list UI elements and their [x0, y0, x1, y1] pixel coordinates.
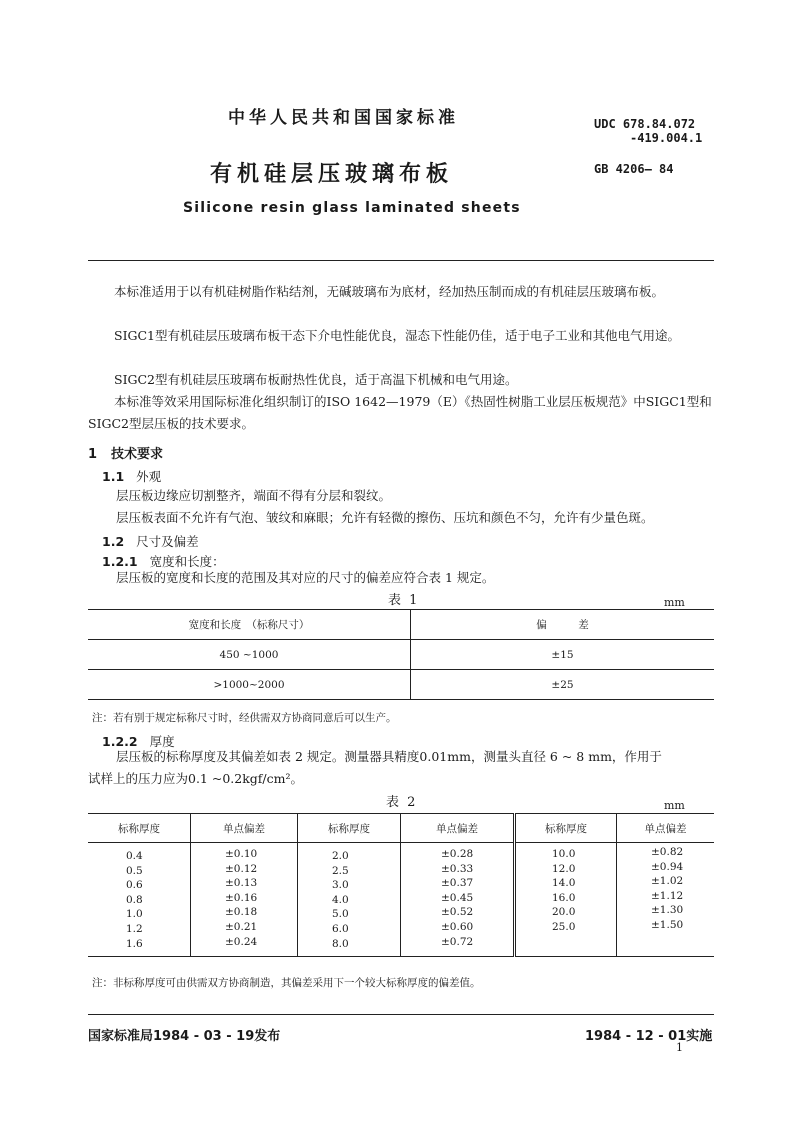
section-1-2-2-number: 1.2.2 [102, 734, 138, 749]
table-2-cell: ±1.30 [651, 904, 684, 917]
table-2-cell: ±0.16 [225, 891, 258, 904]
table-row [88, 670, 714, 700]
udc-code-line2: -419.004.1 [630, 131, 703, 145]
table-2-cell: ±0.94 [651, 860, 684, 873]
table-2-cell: 1.6 [126, 937, 143, 950]
table-2-cell: 5.0 [332, 908, 349, 921]
table-2-cell: 8.0 [332, 937, 349, 950]
document-title-cn: 有机硅层压玻璃布板 [210, 162, 454, 187]
section-1-2-number: 1.2 [102, 534, 125, 549]
table-2-cell: ±0.37 [441, 877, 474, 890]
section-1-1-title: 外观 [136, 469, 162, 484]
table-2 [88, 813, 714, 957]
table-2-cell: ±0.28 [441, 848, 474, 860]
table-2-cell: 0.8 [126, 893, 143, 906]
table-2-cell: 14.0 [552, 877, 576, 890]
table-2-cell: 0.5 [126, 864, 143, 877]
document-title-en: Silicone resin glass laminated sheets [183, 200, 521, 216]
table-2-header: 单点偏差 [191, 814, 298, 843]
table-1-caption: 表 1 [388, 593, 420, 608]
table-2-cell: 0.6 [126, 879, 143, 892]
table-2-unit: mm [664, 799, 685, 812]
section-1-2-1-title: 宽度和长度： [149, 554, 225, 569]
udc-code-line1: UDC 678.84.072 [594, 117, 696, 131]
table-2-cell: ±0.82 [651, 846, 684, 858]
table-2-cell: ±1.02 [651, 875, 684, 888]
intro-paragraph-4: 本标准等效采用国际标准化组织制订的ISO 1642—1979（E）《热固性树脂工业层压板规范》中SIGC1型和SIGC2型层压板的技术要求。 [88, 394, 712, 431]
table-1-header-deviation: 偏 差 [536, 619, 589, 631]
table-2-cell: ±0.72 [441, 935, 474, 948]
section-1-2-2-paragraph-line1: 层压板的标称厚度及其偏差如表 2 规定。测量器具精度0.01mm，测量头直径 6 ~ 8 mm，作用于 [116, 749, 662, 764]
table-1-header-size: 宽度和长度 （标称尺寸） [88, 610, 411, 640]
section-1-1-number: 1.1 [102, 469, 125, 484]
table-2-note: 注：非标称厚度可由供需双方协商制造，其偏差采用下一个较大标称厚度的偏差值。 [92, 977, 481, 989]
table-2-header: 标称厚度 [88, 814, 191, 843]
section-1-2-2-title: 厚度 [149, 734, 175, 749]
table-2-cell: 0.4 [126, 850, 143, 862]
table-2-cell: ±0.24 [225, 935, 258, 948]
table-2-cell: ±0.12 [225, 862, 258, 875]
table-2-col-deviation-1 [191, 843, 298, 957]
table-2-cell: 10.0 [552, 848, 576, 860]
section-1-title: 技术要求 [111, 447, 164, 462]
table-2-cell: ±0.21 [225, 920, 258, 933]
section-1-1-paragraph-1: 层压板边缘应切割整齐，端面不得有分层和裂纹。 [116, 488, 392, 503]
section-1-2-1-number: 1.2.1 [102, 554, 138, 569]
intro-paragraph-1: 本标准适用于以有机硅树脂作粘结剂，无碱玻璃布为底材，经加热压制而成的有机硅层压玻璃布板。 [114, 284, 665, 299]
footer-divider [88, 1014, 714, 1015]
effective-date: 1984 - 12 - 01实施 [585, 1029, 713, 1044]
section-1-2-heading [102, 532, 199, 550]
table-2-cell: 25.0 [552, 920, 576, 933]
table-2-cell: ±0.33 [441, 862, 474, 875]
table-1 [88, 609, 714, 700]
table-2-cell: 1.2 [126, 922, 143, 935]
section-1-2-2-paragraph-line2: 试样上的压力应为0.1 ~0.2kgf/cm²。 [88, 771, 303, 786]
table-2-cell: ±1.50 [651, 918, 684, 931]
table-2-cell: 3.0 [332, 879, 349, 892]
table-2-cell: ±0.13 [225, 877, 258, 890]
table-2-cell: 1.0 [126, 908, 143, 921]
table-2-cell: ±0.45 [441, 891, 474, 904]
section-1-1-heading [102, 467, 161, 485]
section-1-2-title: 尺寸及偏差 [136, 534, 199, 549]
table-2-caption: 表 2 [386, 795, 418, 810]
intro-paragraph-3: SIGC2型有机硅层压玻璃布板耐热性优良，适于高温下机械和电气用途。 [114, 372, 518, 387]
section-1-1-paragraph-2: 层压板表面不允许有气泡、皱纹和麻眼；允许有轻微的擦伤、压坑和颜色不匀，允许有少量色斑。 [116, 510, 654, 525]
section-1-number: 1 [88, 447, 98, 462]
table-1-cell: ±15 [551, 648, 574, 661]
table-2-cell: 12.0 [552, 862, 576, 875]
table-2-header: 单点偏差 [401, 814, 515, 843]
table-2-col-deviation-3 [617, 843, 715, 957]
table-2-cell: 20.0 [552, 906, 576, 919]
table-1-note: 注：若有别于规定标称尺寸时，经供需双方协商同意后可以生产。 [92, 712, 397, 724]
table-2-header: 标称厚度 [298, 814, 401, 843]
table-2-col-nominal-2 [298, 843, 401, 957]
gb-standard-number: GB 4206— 84 [594, 162, 674, 176]
section-1-2-1-paragraph: 层压板的宽度和长度的范围及其对应的尺寸的偏差应符合表 1 规定。 [116, 570, 495, 585]
issuing-authority: 中华人民共和国国家标准 [228, 108, 459, 128]
table-2-header: 标称厚度 [515, 814, 617, 843]
table-2-cell: 2.5 [332, 864, 349, 877]
table-row [88, 640, 714, 670]
table-1-cell: ±25 [551, 678, 574, 691]
table-1-cell: >1000~2000 [88, 670, 411, 700]
table-1-unit: mm [664, 596, 685, 609]
page-number: 1 [676, 1041, 683, 1054]
table-2-col-nominal-3 [515, 843, 617, 957]
table-2-cell: ±0.10 [225, 848, 258, 860]
table-2-cell: ±1.12 [651, 889, 684, 902]
section-1-heading [88, 443, 163, 462]
table-2-cell: 4.0 [332, 893, 349, 906]
table-2-col-nominal-1 [88, 843, 191, 957]
table-2-cell: 6.0 [332, 922, 349, 935]
table-1-cell: 450 ~1000 [88, 640, 411, 670]
table-2-cell: 16.0 [552, 891, 576, 904]
table-2-header: 单点偏差 [617, 814, 715, 843]
issue-date: 国家标准局1984 - 03 - 19发布 [88, 1029, 281, 1044]
table-2-cell: 2.0 [332, 850, 349, 862]
table-2-cell: ±0.52 [441, 906, 474, 919]
intro-paragraph-2: SIGC1型有机硅层压玻璃布板干态下介电性能优良，湿态下性能仍佳，适于电子工业和其他电气用途。 [114, 328, 681, 343]
table-2-col-deviation-2 [401, 843, 515, 957]
table-2-cell: ±0.60 [441, 920, 474, 933]
header-divider [88, 260, 714, 261]
table-2-cell: ±0.18 [225, 906, 258, 919]
